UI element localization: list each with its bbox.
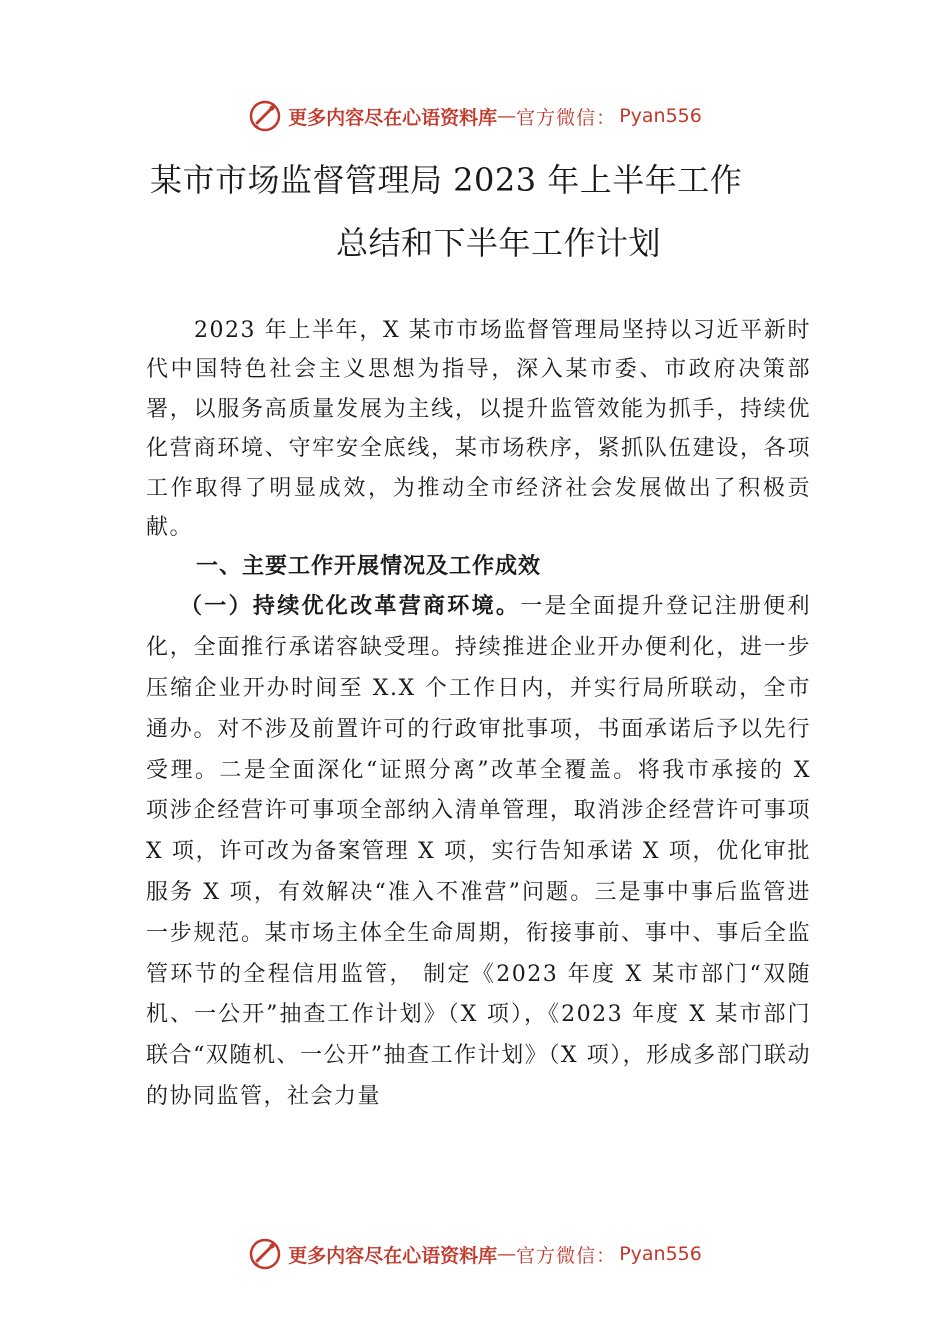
intro-paragraph: 2023 年上半年，X 某市市场监督管理局坚持以习近平新时代中国特色社会主义思想为指导，深入某市委、市政府决策部署，以服务高质量发展为主线，以提升监管效能为抓手，持续优化营商环境、守牢安全底线，某市场秩序，紧抓队伍建设，各项工作取得了明显成效，为推动全市经济社会发展做出了积极贡献。 — [146, 318, 811, 541]
banner-slogan: 更多内容尽在心语资料库 — [288, 106, 498, 129]
banner-wechat-label: 官方微信 — [516, 1244, 597, 1267]
section-1-paragraph — [146, 587, 811, 1117]
document-title-line-1: 某市市场监督管理局 2023 年上半年工作 — [150, 161, 743, 199]
brush-logo-icon — [248, 1237, 282, 1271]
section-heading-1: 一、主要工作开展情况及工作成效 — [196, 554, 542, 580]
section-1-text: 一是全面提升登记注册便利化，全面推行承诺容缺受理。持续推进企业开办便利化，进一步压缩企业开办时间至 X.X 个工作日内，并实行局所联动，全市通办。对不涉及前置许可的行政审批事项，书面承诺后予以先行受理。二是全面深化“证照分离”改革全覆盖。将我市承接的 X 项涉企经营许可事项全部纳入清单管理，取消涉企经营许可事项 X 项，许可改为备案管理 X 项，实行告知承诺 X 项，优化审批服务 X 项，有效解决“准入不准营”问题。三是事中事后监管进一步规范。某市场主体全生命周期，衔接事前、事中、事后全监管环节的全程信用监管， 制定《2023 年度 X 某市部门“双随机、一公开”抽查工作计划》（X 项），《2023 年度 X 某市部门联合“双随机、一公开”抽查工作计划》（X 项），形成多部门联动的协同监管，社会力量 — [146, 594, 811, 1109]
banner-wechat-label: 官方微信 — [516, 106, 597, 129]
document-title-line-2: 总结和下半年工作计划 — [336, 224, 662, 262]
banner-slogan: 更多内容尽在心语资料库 — [288, 1244, 498, 1267]
header-watermark-banner — [0, 96, 950, 136]
document-body — [146, 311, 811, 1118]
banner-separator: — — [497, 105, 517, 127]
banner-wechat-id: Pyan556 — [619, 1243, 702, 1265]
banner-separator: — — [497, 1243, 517, 1265]
banner-wechat-id: Pyan556 — [619, 105, 702, 127]
banner-colon: ： — [596, 106, 616, 129]
banner-colon: ： — [596, 1244, 616, 1267]
brush-logo-icon — [248, 99, 282, 133]
footer-watermark-banner — [0, 1234, 950, 1274]
section-1-lead: （一）持续优化改革营商环境。 — [180, 594, 521, 620]
